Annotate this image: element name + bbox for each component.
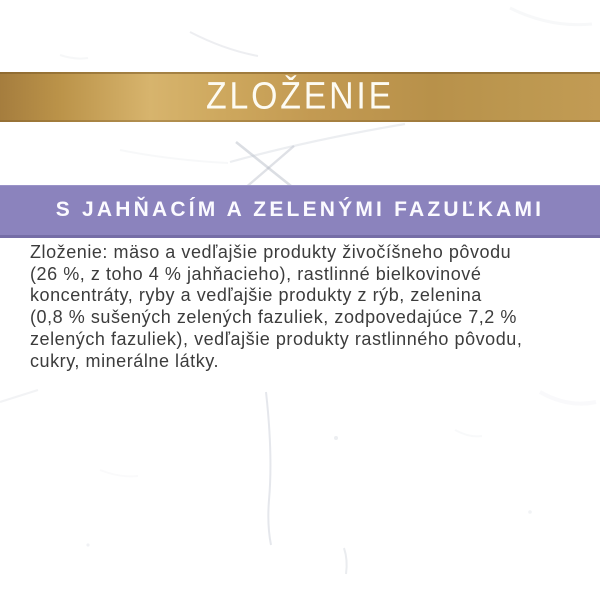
flavor-variant-banner [0, 185, 600, 238]
ingredients-banner-title: ZLOŽENIE [205, 73, 395, 118]
ingredients-line: (26 %, z toho 4 % jahňacieho), rastlinné bielkovinové [30, 263, 482, 284]
ingredients-line: (0,8 % sušených zelených fazuliek, zodpovedajúce 7,2 % [30, 307, 517, 328]
section-banner-ingredients [0, 72, 600, 122]
ingredients-line: cukry, minerálne látky. [30, 350, 220, 371]
ingredients-line: Zloženie: mäso a vedľajšie produkty živočíšneho pôvodu [30, 242, 512, 262]
flavor-variant-label: S JAHŇACÍM A ZELENÝMI FAZUĽKAMI [55, 198, 545, 221]
ingredients-paragraph [30, 242, 575, 372]
ingredients-line: zelených fazuliek), vedľajšie produkty rastlinného pôvodu, [30, 328, 523, 349]
ingredients-line: koncentráty, ryby a vedľajšie produkty z rýb, zelenina [30, 285, 482, 306]
